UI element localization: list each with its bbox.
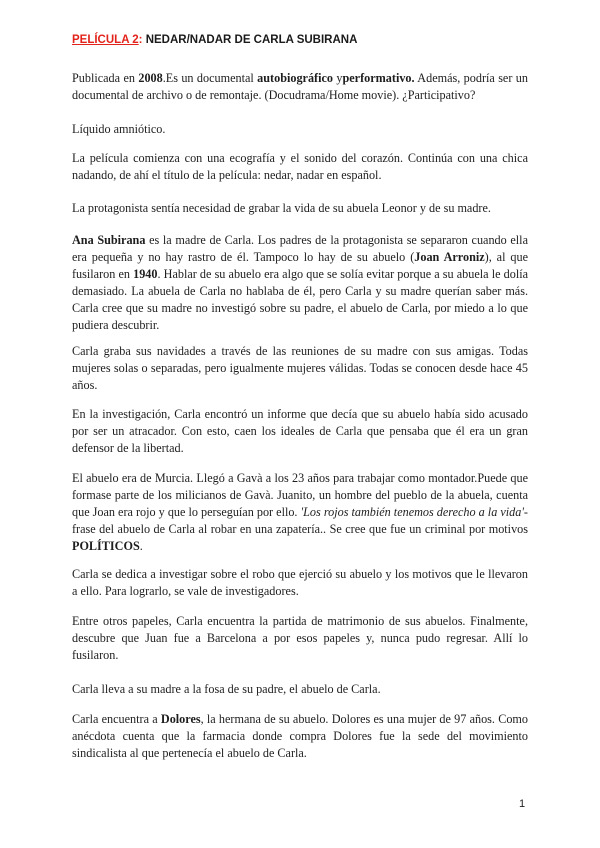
paragraph-ana-subirana [72, 232, 528, 334]
paragraph-partida: Entre otros papeles, Carla encuentra la partida de matrimonio de sus abuelos. Finalmente, descubre que Juan fue a Barcelona a por esos papeles y, nunca pudo regresar. Allí lo fusilaron. [72, 614, 528, 662]
title-colon: : [138, 34, 143, 46]
paragraph-investigacion: En la investigación, Carla encontró un informe que decía que su abuelo había sido acusado por ser un atracador. Con esto, caen los ideales de Carla que pensaba que él era un gran defensor de la libertad. [72, 407, 528, 455]
p1-text-a: Publicada en [72, 71, 139, 85]
paragraph-comienza: La película comienza con una ecografía y el sonido del corazón. Continúa con una chica nadando, de ahí el título de la película: nedar, nadar en español. [72, 151, 528, 182]
p1-bold-autobiografico: autobiográfico [257, 71, 333, 85]
p8-text-b: frase del abuelo de Carla al robar en una zapatería.. Se cree que fue un criminal por motivos [72, 522, 528, 536]
paragraph-liquido: Líquido amniótico. [72, 122, 166, 136]
p12-text-b: , la hermana de su abuelo. Dolores es una mujer de 97 años. Como anécdota cuenta que la farmacia donde compra Dolores fue la sede del movimiento sindicalista al que pertenecía el abuelo de Carla. [72, 712, 528, 760]
title-text: NEDAR/NADAR DE CARLA SUBIRANA [142, 34, 358, 46]
p8-text-c: . [139, 539, 143, 553]
paragraph-robo: Carla se dedica a investigar sobre el robo que ejerció su abuelo y los motivos que le llevaron a ello. Para lograrlo, se vale de investigadores. [72, 567, 528, 598]
p5-bold-1940: 1940 [133, 267, 158, 281]
paragraph-publication [72, 70, 528, 104]
p8-text-a: El abuelo era de Murcia. Llegó a Gavà a los 23 años para trabajar como montador.Puede que formase parte de los milicianos de Gavà. Juanito, un hombre del pueblo de la abuela, cuenta que Joan era rojo y que lo perseguían por ello. [72, 471, 528, 519]
paragraph-protagonista: La protagonista sentía necesidad de grabar la vida de su abuela Leonor y de su madre. [72, 201, 491, 215]
paragraph-dolores [72, 711, 528, 762]
p1-bold-performativo: performativo. [342, 71, 415, 85]
p1-text-c: y [333, 71, 343, 85]
page-number: 1 [519, 798, 526, 810]
p5-bold-ana: Ana Subirana [72, 233, 146, 247]
p5-text-c: . Hablar de su abuelo era algo que se solía evitar porque a su abuela le dolía demasiado. La abuela de Carla no hablaba de él, pero Carla y su madre querían saber más. Carla cree que su madre no investigó sobre su padre, el abuelo de Carla, por miedo a lo que pudiera descubrir. [72, 267, 528, 332]
p1-text-d: Además, podría ser un documental de archivo o de remontaje. (Docudrama/Home movie). ¿Participativo? [72, 71, 528, 102]
p5-text-a: es la madre de Carla. Los padres de la protagonista se separaron cuando ella era pequeña y no hay rastro de él. Tampoco lo hay de su abuelo ( [72, 233, 528, 264]
paragraph-fosa: Carla lleva a su madre a la fosa de su padre, el abuelo de Carla. [72, 682, 381, 696]
p5-text-b: ), al que fusilaron en [72, 250, 528, 281]
p1-text-b: .Es un documental [162, 71, 258, 85]
p8-quote: 'Los rojos también tenemos derecho a la vida'- [300, 505, 528, 519]
p8-bold-politicos: POLÍTICOS [72, 539, 140, 553]
p12-text-a: Carla encuentra a [72, 712, 161, 726]
document-title [72, 34, 357, 46]
paragraph-navidades: Carla graba sus navidades a través de las reuniones de su madre con sus amigas. Todas mujeres solas o separadas, pero igualmente mujeres válidas. Todas se conocen desde hace 45 años. [72, 344, 528, 392]
title-label: PELÍCULA 2 [72, 34, 139, 46]
p12-bold-dolores: Dolores [160, 712, 201, 726]
p1-year: 2008 [138, 71, 163, 85]
paragraph-murcia [72, 470, 528, 555]
p5-bold-joan: Joan Arroniz [414, 250, 485, 264]
